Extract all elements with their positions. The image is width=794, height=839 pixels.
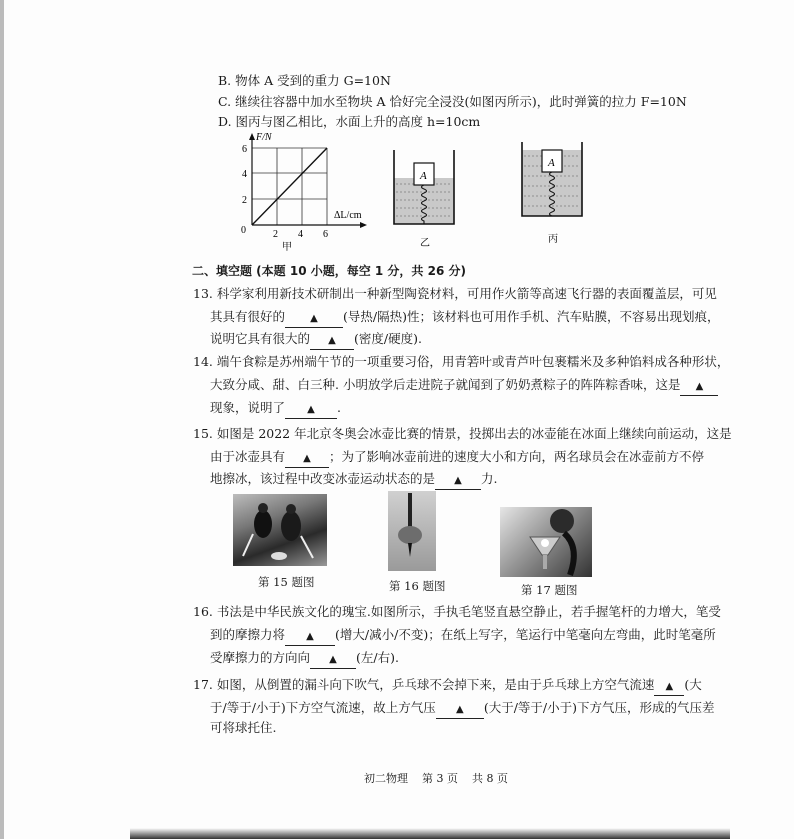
y-axis-label: F/N — [256, 132, 272, 143]
page-footer: 初二物理 第 3 页 共 8 页 — [364, 772, 508, 785]
option-d: D. 图丙与图乙相比，水面上升的高度 h=10cm — [218, 114, 481, 129]
q15-line2 — [210, 449, 704, 468]
q17-line2 — [210, 700, 715, 719]
q14-text-b: 现象，说明了 — [210, 400, 286, 415]
q14-line1: 14. 端午食粽是苏州端午节的一项重要习俗，用青箬叶或青芦叶包裹糯米及多种馅料成各种形状， — [193, 354, 730, 369]
q13-text-d: (密度/硬度). — [354, 331, 422, 346]
x-axis-label: ΔL/cm — [334, 210, 362, 221]
container-figure-bing — [520, 140, 584, 250]
origin-label: 0 — [241, 225, 246, 236]
block-a-label-bing: A — [548, 157, 555, 169]
q16-text-d: (左/右). — [356, 650, 399, 665]
q14-line3 — [210, 400, 341, 419]
q13-text-c: 说明它具有很大的 — [210, 331, 311, 346]
photo-brush — [388, 491, 436, 571]
x-tick-4: 4 — [298, 229, 303, 240]
option-b: B. 物体 A 受到的重力 G=10N — [218, 73, 391, 88]
scan-edge-left — [0, 0, 4, 839]
q14-text-c: . — [337, 400, 341, 415]
container-figure-yi — [392, 150, 456, 250]
q14-blank-1[interactable]: ▲ — [680, 377, 718, 396]
q17-text-b: (大 — [684, 677, 702, 692]
caption-q16: 第 16 题图 — [389, 579, 446, 593]
q13-blank-1[interactable]: ▲ — [285, 309, 343, 328]
fig-bing-caption: 丙 — [548, 234, 558, 245]
y-tick-4: 4 — [242, 169, 247, 180]
q17-line3: 可将球托住. — [210, 720, 277, 735]
photo-curling — [233, 494, 327, 566]
graph-caption: 甲 — [282, 242, 292, 252]
q16-line3 — [210, 650, 399, 669]
q14-line2 — [210, 377, 718, 396]
q15-text-b: ；为了影响冰壶前进的速度大小和方向，两名球员会在冰壶前方不停 — [329, 449, 705, 464]
q16-text-b: (增大/减小/不变)；在纸上写字，笔运行中笔毫向左弯曲，此时笔毫所 — [335, 627, 716, 642]
q13-line2 — [210, 309, 719, 328]
q13-line3 — [210, 331, 422, 350]
graph-line — [252, 148, 327, 225]
q16-text-c: 受摩擦力的方向向 — [210, 650, 311, 665]
q16-blank-2[interactable]: ▲ — [310, 650, 356, 669]
q15-blank-1[interactable]: ▲ — [285, 449, 329, 468]
caption-q17: 第 17 题图 — [521, 583, 578, 597]
q16-blank-1[interactable]: ▲ — [285, 627, 335, 646]
q17-blank-2[interactable]: ▲ — [436, 700, 484, 719]
x-tick-6: 6 — [323, 229, 328, 240]
q13-text-a: 其具有很好的 — [210, 309, 286, 324]
q17-text-a: 17. 如图，从倒置的漏斗向下吹气，乒乓球不会掉下来，是由于乒乓球上方空气流速 — [193, 677, 655, 692]
q16-line1: 16. 书法是中华民族文化的瑰宝.如图所示，手执毛笔竖直悬空静止，若手握笔杆的力增大，笔受 — [193, 604, 721, 619]
q13-text-b: (导热/隔热)性；该材料也可用作手机、汽车贴膜，不容易出现划痕， — [343, 309, 720, 324]
q17-text-c: 于/等于/小于)下方空气流速，故上方气压 — [210, 700, 436, 715]
q13-line1: 13. 科学家利用新技术研制出一种新型陶瓷材料，可用作火箭等高速飞行器的表面覆盖层，可见 — [193, 286, 717, 301]
q16-line2 — [210, 627, 716, 646]
q14-blank-2[interactable]: ▲ — [285, 400, 337, 419]
q17-blank-1[interactable]: ▲ — [654, 677, 684, 696]
fig-yi-caption: 乙 — [420, 238, 430, 249]
option-c: C. 继续往容器中加水至物块 A 恰好完全浸没(如图丙所示)，此时弹簧的拉力 F=10N — [218, 94, 687, 109]
scan-edge-bottom — [130, 828, 730, 839]
q17-line1 — [193, 677, 702, 696]
q15-blank-2[interactable]: ▲ — [435, 471, 481, 490]
y-tick-2: 2 — [242, 195, 247, 206]
x-tick-2: 2 — [273, 229, 278, 240]
block-a-label-yi: A — [420, 170, 427, 182]
q16-text-a: 到的摩擦力将 — [210, 627, 286, 642]
caption-q15: 第 15 题图 — [258, 575, 315, 589]
q13-blank-2[interactable]: ▲ — [310, 331, 354, 350]
q15-text-a: 由于冰壶具有 — [210, 449, 286, 464]
graph-figure — [232, 130, 372, 252]
q15-line3 — [210, 471, 498, 490]
q15-text-c: 地擦冰，该过程中改变冰壶运动状态的是 — [210, 471, 436, 486]
section-title: 二、填空题 (本题 10 小题，每空 1 分，共 26 分) — [192, 264, 466, 278]
q15-text-d: 力. — [481, 471, 498, 486]
q14-text-a: 大致分咸、甜、白三种. 小明放学后走进院子就闻到了奶奶煮粽子的阵阵粽香味，这是 — [210, 377, 681, 392]
q15-line1: 15. 如图是 2022 年北京冬奥会冰壶比赛的情景，投掷出去的冰壶能在冰面上继续向前运动，这是 — [193, 426, 732, 441]
photo-funnel — [500, 507, 592, 577]
y-tick-6: 6 — [242, 144, 247, 155]
q17-text-d: (大于/等于/小于)下方气压，形成的气压差 — [483, 700, 715, 715]
